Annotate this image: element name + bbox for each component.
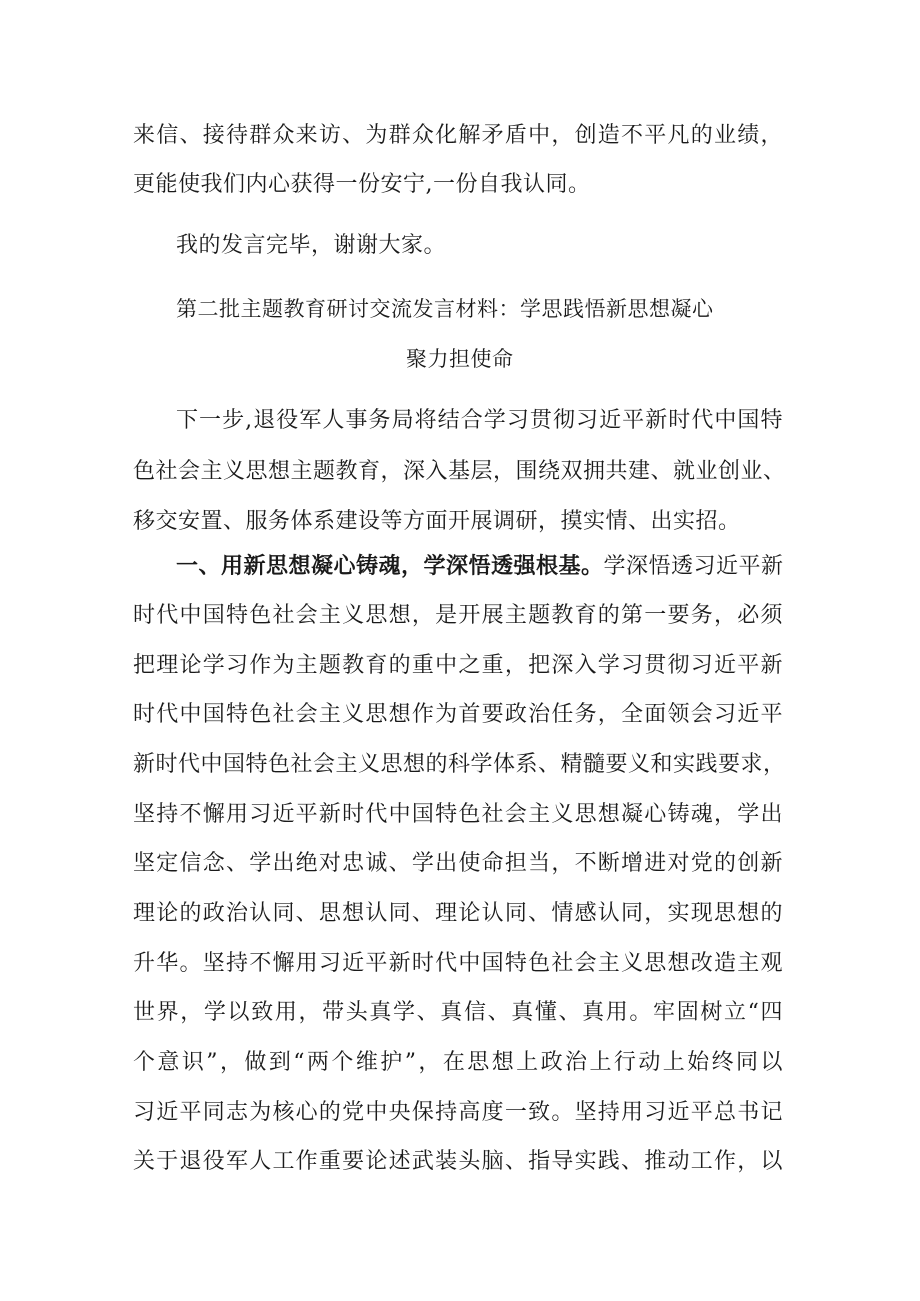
paragraph-line: 理论的政治认同、思想认同、理论认同、情感认同，实现思想的: [133, 901, 783, 926]
section-1-first-line: [176, 552, 784, 581]
paragraph-line: 个意识”，做到“两个维护”，在思想上政治上行动上始终同以: [133, 1050, 783, 1075]
paragraph-line: 把理论学习作为主题教育的重中之重，把深入学习贯彻习近平新: [133, 653, 783, 678]
paragraph-line: 坚定信念、学出绝对忠诚、学出使命担当，不断增进对党的创新: [133, 851, 783, 876]
document-title-line-2: 聚力担使命: [406, 347, 514, 371]
paragraph-line: 时代中国特色社会主义思想，是开展主题教育的第一要务，必须: [133, 603, 783, 628]
closing-remark: 我的发言完毕，谢谢大家。: [176, 233, 447, 258]
paragraph-line: 来信、接待群众来访、为群众化解矛盾中，创造不平凡的业绩，: [133, 123, 783, 148]
paragraph-line: 移交安置、服务体系建设等方面开展调研，摸实情、出实招。: [133, 509, 741, 534]
paragraph-line: 下一步,退役军人事务局将结合学习贯彻习近平新时代中国特: [176, 408, 783, 433]
paragraph-line: 升华。坚持不懈用习近平新时代中国特色社会主义思想改造主观: [133, 951, 783, 976]
section-1-heading: 一、用新思想凝心铸魂，学深悟透强根基。: [176, 553, 604, 579]
paragraph-line: 时代中国特色社会主义思想作为首要政治任务，全面领会习近平: [133, 702, 783, 727]
document-title-line-1: 第二批主题教育研讨交流发言材料：学思践悟新思想凝心: [176, 297, 714, 321]
paragraph-line: 坚持不懈用习近平新时代中国特色社会主义思想凝心铸魂，学出: [133, 802, 783, 827]
paragraph-line: 新时代中国特色社会主义思想的科学体系、精髓要义和实践要求，: [133, 752, 786, 777]
paragraph-line: 习近平同志为核心的党中央保持高度一致。坚持用习近平总书记: [133, 1100, 783, 1125]
section-1-heading-continuation: 学深悟透习近平新: [603, 554, 784, 579]
paragraph-line: 更能使我们内心获得一份安宁,一份自我认同。: [133, 172, 591, 197]
paragraph-line: 关于退役军人工作重要论述武装头脑、指导实践、推动工作，以: [133, 1149, 783, 1174]
paragraph-line: 色社会主义思想主题教育，深入基层，围绕双拥共建、就业创业、: [133, 459, 786, 484]
paragraph-line: 世界，学以致用，带头真学、真信、真懂、真用。牢固树立“四: [133, 1000, 783, 1025]
